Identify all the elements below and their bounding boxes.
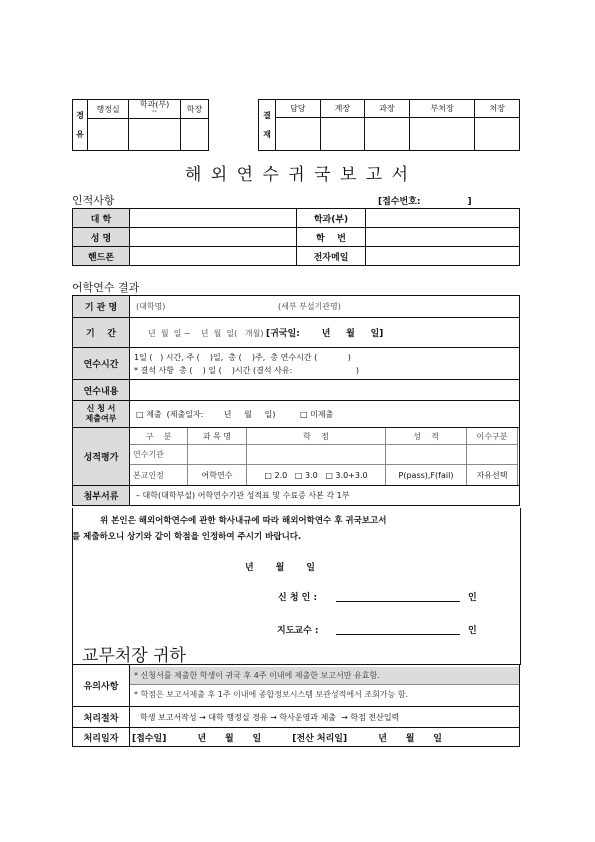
decision-approval-box [258,99,520,151]
hours-label: 연수시간 [73,348,130,380]
personal-section-title: 인적사항 [72,194,115,207]
phone-label: 핸드폰 [73,247,130,266]
grade-field [130,428,520,486]
application-field [130,401,520,428]
header-manager: 과장 [365,100,410,118]
sign-cell[interactable] [88,119,129,151]
grade-cell[interactable] [386,445,467,465]
university-label: 대 학 [73,209,130,228]
sign-cell[interactable] [409,118,475,151]
university-field[interactable] [130,209,297,228]
training-section-title: 어학연수 결과 [72,281,140,294]
addressee: 교무처장 귀하 [82,646,186,666]
period-label: 기 간 [73,318,130,348]
grade-cell[interactable] [188,445,247,465]
period-field[interactable]: 년 월 일 ~ 년 월 일( 개월) [귀국일: 년 월 일] [130,318,520,348]
attachment-text: – 대학(대학부설) 어학연수기관 성적표 및 수료증 사본 각 1부 [130,486,520,506]
institution-label: 기 관 명 [73,296,130,318]
advisor-seal: 인 [468,626,477,636]
header-staff: 담당 [276,100,321,118]
personal-info-table [72,208,520,266]
note-line-1: * 신청서를 제출한 학생이 귀국 후 4주 이내에 제출한 보고서만 유효함. [130,667,519,685]
notes-label: 유의사항 [73,665,130,707]
computer-date[interactable]: 년 월 일 [378,733,442,744]
grade-header-subject: 과 목 명 [188,428,247,445]
credit-options[interactable]: □ 2.0 □ 3.0 □ 3.0+3.0 [247,465,386,486]
hours-field[interactable]: 1일 ( ) 시간, 주 ( )일, 총 ( )주, 총 연수시간 ( ) * 결석 사항 총 ( ) 일 ( )시간 (결석 사유: ) [130,348,520,380]
sign-cell[interactable] [180,119,208,151]
process-table [72,664,520,747]
grade-header-category: 구 분 [130,428,188,445]
grade-subject-value: 어학연수 [188,465,247,486]
name-label: 성 명 [73,228,130,247]
grade-header-credit: 학 점 [247,428,386,445]
decision-side-label: 결 재 [259,100,276,151]
grade-cell[interactable] [467,445,518,465]
header-department: 학과(부) ** [129,100,181,119]
header-dean: 학장 [180,100,208,119]
applicant-label: 신 청 인 : [278,593,318,603]
header-chief: 계장 [320,100,365,118]
applicant-signature-line[interactable] [336,601,460,602]
course-type-value: 자유선택 [467,465,518,486]
grade-row-category: 연수기관 [130,445,188,465]
grade-row-category: 본교인정 [130,465,188,486]
route-approval-box [72,99,209,151]
phone-field[interactable] [130,247,297,266]
content-label: 연수내용 [73,380,130,401]
grade-scale-value: P(pass),F(fail) [386,465,467,486]
institution-field[interactable]: (대학명) (세부 부설기관명) [130,296,520,318]
training-table [72,295,520,506]
not-submitted-checkbox[interactable]: □ 미제출 [300,409,334,419]
header-director: 처장 [475,100,520,118]
name-field[interactable] [130,228,297,247]
email-field[interactable] [366,247,520,266]
notes-field [130,665,520,707]
grade-header-type: 이수구분 [467,428,518,445]
sign-cell[interactable] [276,118,321,151]
advisor-signature-line[interactable] [336,634,460,635]
student-no-field[interactable] [366,228,520,247]
application-label: 신 청 서 제출여부 [73,401,130,428]
grade-label: 성적평가 [73,428,130,486]
grade-cell[interactable] [247,445,386,465]
advisor-label: 지도교수 : [277,626,319,636]
attachment-label: 첨부서류 [73,486,130,506]
sign-cell[interactable] [129,119,181,151]
grade-header-grade: 성 적 [386,428,467,445]
declaration-line-1: 위 본인은 해외어학연수에 관한 학사내규에 따라 해외어학연수 후 귀국보고서 [100,516,387,526]
receipt-date[interactable]: 년 월 일 [197,733,262,744]
note-line-2: * 학점은 보고서제출 후 1주 이내에 종합정보시스템 보관성적에서 조회가능 함. [134,690,409,699]
route-side-label: 경 유 [73,100,88,151]
applicant-seal: 인 [468,593,477,603]
header-vice-director: 부처장 [409,100,475,118]
grade-table [129,427,518,486]
header-admin-office: 행정실 [88,100,129,119]
submitted-checkbox[interactable]: □ 제출 (제출일자: 년 월 일) [136,409,276,419]
sign-cell[interactable] [320,118,365,151]
content-field[interactable] [130,380,520,401]
department-field[interactable] [366,209,520,228]
process-label: 처리절차 [73,707,130,728]
receipt-number: [접수번호: ] [378,197,472,207]
email-label: 전자메일 [297,247,366,266]
process-date-field: [접수일] 년 월 일 [전산 처리일] 년 월 일 [130,728,520,747]
declaration-date: 년 월 일 [245,563,315,573]
department-label: 학과(부) [297,209,366,228]
process-text: 학생 보고서작성 → 대학 행정실 경유 → 학사운영과 제출 → 학점 전산입력 [130,707,520,728]
process-date-label: 처리일자 [73,728,130,747]
sign-cell[interactable] [475,118,520,151]
document-title: 해 외 연 수 귀 국 보 고 서 [184,165,411,185]
student-no-label: 학 번 [297,228,366,247]
sign-cell[interactable] [365,118,410,151]
declaration-line-2: 를 제출하오니 상기와 같이 학점을 인정하여 주시기 바랍니다. [72,532,302,542]
